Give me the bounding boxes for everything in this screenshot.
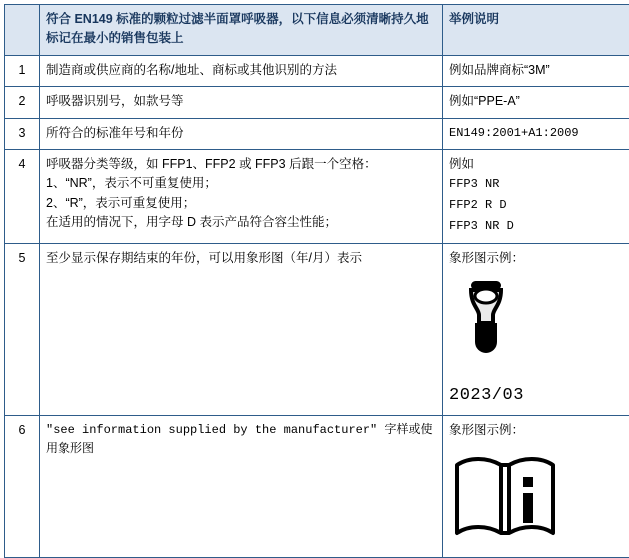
row-number: 5 [5, 244, 40, 416]
table-row [5, 416, 629, 558]
requirement-line: 2、“R”，表示可重复使用； [46, 194, 436, 213]
requirement-line: 呼吸器识别号，如款号等 [46, 92, 436, 111]
table-header-row [5, 5, 629, 56]
row-number: 3 [5, 118, 40, 149]
requirement-line: 1、“NR”，表示不可重复使用； [46, 174, 436, 193]
pictogram-date-label: 2023/03 [449, 383, 629, 409]
row-requirement [40, 149, 443, 243]
row-number: 6 [5, 416, 40, 558]
row-requirement [40, 55, 443, 86]
requirement-line: "see information supplied by the manufacturer" 字样或使用象形图 [46, 421, 436, 458]
row-example [443, 149, 629, 243]
requirement-line: 制造商或供应商的名称/地址、商标或其他识别的方法 [46, 61, 436, 80]
table-row [5, 87, 629, 118]
example-line: 例如品牌商标“3M” [449, 61, 629, 80]
row-example [443, 87, 629, 118]
example-line: FFP3 NR [449, 174, 629, 195]
manual-book-icon [449, 451, 629, 549]
example-line: FFP3 NR D [449, 216, 629, 237]
example-line: 例如 [449, 155, 629, 174]
table-row [5, 118, 629, 149]
header-cell-number [5, 5, 40, 56]
requirements-table [4, 4, 629, 558]
row-number: 4 [5, 149, 40, 243]
table-header [5, 5, 629, 56]
row-requirement [40, 244, 443, 416]
row-requirement [40, 118, 443, 149]
row-example [443, 416, 629, 558]
table-row [5, 244, 629, 416]
table-row [5, 149, 629, 243]
row-requirement [40, 87, 443, 118]
table-row [5, 55, 629, 86]
example-line: EN149:2001+A1:2009 [449, 124, 629, 143]
hourglass-icon [449, 279, 629, 381]
requirement-line: 呼吸器分类等级，如 FFP1、FFP2 或 FFP3 后跟一个空格： [46, 155, 436, 174]
row-example [443, 55, 629, 86]
example-line: 象形图示例： [449, 421, 629, 440]
row-number: 2 [5, 87, 40, 118]
row-number: 1 [5, 55, 40, 86]
row-requirement [40, 416, 443, 558]
header-cell-example: 举例说明 [443, 5, 629, 56]
requirement-line: 在适用的情况下，用字母 D 表示产品符合容尘性能； [46, 213, 436, 232]
row-example [443, 118, 629, 149]
table-body [5, 55, 629, 558]
requirement-line: 至少显示保存期结束的年份，可以用象形图（年/月）表示 [46, 249, 436, 268]
example-line: 例如“PPE-A” [449, 92, 629, 111]
example-line: 象形图示例： [449, 249, 629, 268]
requirement-line: 所符合的标准年号和年份 [46, 124, 436, 143]
header-cell-requirement: 符合 EN149 标准的颗粒过滤半面罩呼吸器，以下信息必须清晰持久地标记在最小的销售包装上 [40, 5, 443, 56]
row-example [443, 244, 629, 416]
example-line: FFP2 R D [449, 195, 629, 216]
